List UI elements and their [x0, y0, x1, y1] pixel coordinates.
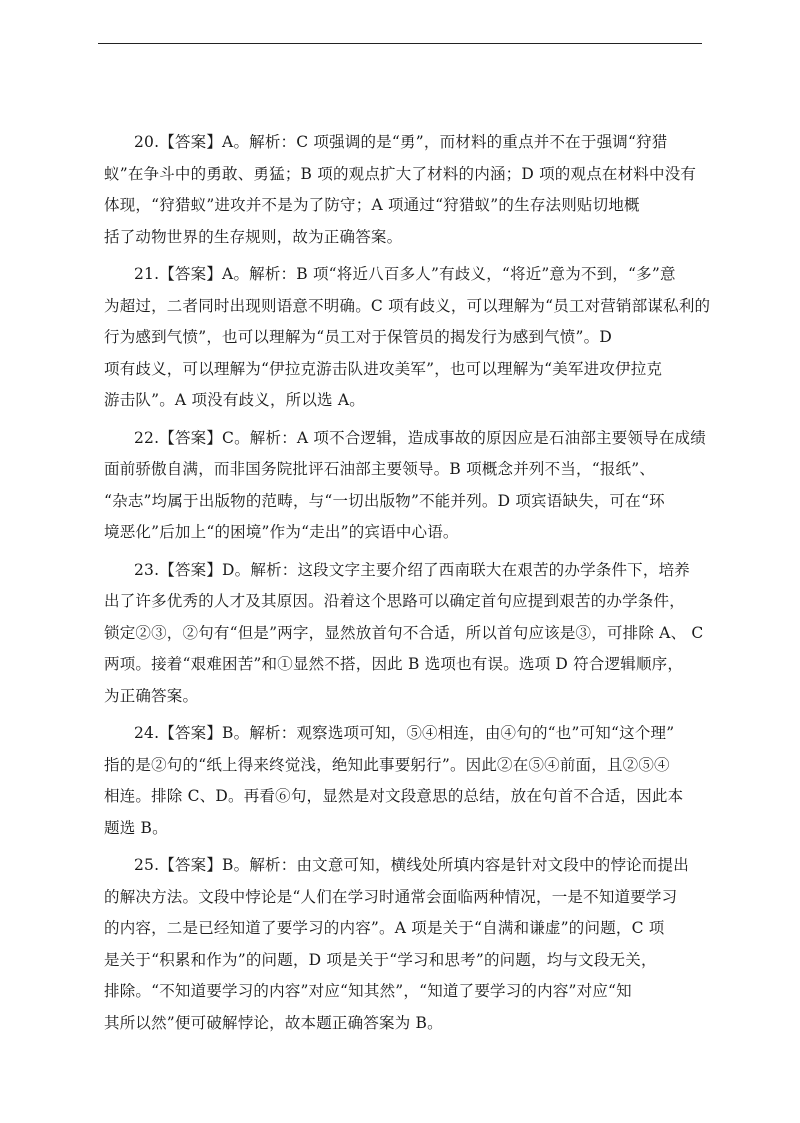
text-line: 括了动物世界的生存规则，故为正确答案。 [104, 227, 403, 246]
text-line: 是关于“积累和作为”的问题，D 项是关于“学习和思考”的问题，均与文段无关， [104, 950, 657, 969]
answer-item-21 [104, 259, 711, 417]
text-line: 行为感到气愤”，也可以理解为“员工对于保管员的揭发行为感到气愤”。D [104, 328, 613, 346]
text-line: 排除。“不知道要学习的内容”对应“知其然”，“知道了要学习的内容”对应“知 [104, 982, 632, 1000]
text-line: 两项。接着“艰难困苦”和①显然不搭，因此 B 选项也有误。选项 D 符合逻辑顺序， [104, 655, 684, 673]
text-line: 为正确答案。 [104, 686, 199, 705]
text-line: 21.【答案】A。解析：B 项“将近八百多人”有歧义，“将近”意为不到，“多”意 [134, 265, 676, 283]
text-line: “杂志”均属于出版物的范畴，与“一切出版物”不能并列。D 项宾语缺失，可在“环 [104, 491, 665, 510]
answer-item-22 [104, 423, 706, 549]
text-line: 的解决方法。文段中悖论是“人们在学习时通常会面临两种情况，一是不知道要学习 [104, 887, 678, 906]
text-line: 蚁”在争斗中的勇敢、勇猛；B 项的观点扩大了材料的内涵；D 项的观点在材料中没有 [104, 164, 697, 183]
answer-explanations [104, 127, 711, 1045]
text-line: 的内容，二是已经知道了要学习的内容”。A 项是关于“自满和谦虚”的问题，C 项 [104, 919, 665, 937]
answer-item-24 [104, 718, 700, 844]
text-line: 指的是②句的“纸上得来终觉浅，绝知此事要躬行”。因此②在⑤④前面，且②⑤④ [104, 755, 670, 774]
answer-item-25 [104, 850, 700, 1039]
text-line: 20.【答案】A。解析：C 项强调的是“勇”，而材料的重点并不在于强调“狩猎 [134, 133, 668, 151]
text-line: 其所以然”便可破解悖论，故本题正确答案为 B。 [104, 1013, 443, 1032]
answer-item-23 [104, 555, 704, 713]
text-line: 25.【答案】B。解析：由文意可知，横线处所填内容是针对文段中的悖论而提出 [134, 856, 689, 874]
text-line: 游击队”。A 项没有歧义，所以选 A。 [104, 391, 365, 409]
answer-item-20 [104, 127, 700, 253]
text-line: 22.【答案】C。解析：A 项不合逻辑，造成事故的原因应是石油部主要领导在成绩 [134, 428, 706, 447]
text-line: 面前骄傲自满，而非国务院批评石油部主要领导。B 项概念并列不当，“报纸”、 [104, 460, 656, 478]
text-line: 项有歧义，可以理解为“伊拉克游击队进攻美军”，也可以理解为“美军进攻伊拉克 [104, 359, 663, 378]
text-line: 出了许多优秀的人才及其原因。沿着这个思路可以确定首句应提到艰苦的办学条件， [104, 592, 685, 610]
text-line: 23.【答案】D。解析：这段文字主要介绍了西南联大在艰苦的办学条件下，培养 [134, 560, 690, 579]
header-rule [98, 43, 702, 44]
text-line: 24.【答案】B。解析：观察选项可知，⑤④相连，由④句的“也”可知“这个理” [134, 724, 675, 742]
text-line: 锁定②③，②句有“但是”两字，显然放首句不合适，所以首句应该是③，可排除 A、 C [104, 623, 704, 642]
text-line: 为超过，二者同时出现则语意不明确。C 项有歧义，可以理解为“员工对营销部谋私利的 [104, 296, 711, 315]
text-line: 题选 B。 [104, 818, 168, 837]
text-line: 境恶化”后加上“的困境”作为“走出”的宾语中心语。 [104, 523, 459, 541]
text-line: 相连。排除 C、D。再看⑥句，显然是对文段意思的总结，放在句首不合适，因此本 [104, 787, 684, 805]
text-line: 体现，“狩猎蚁”进攻并不是为了防守；A 项通过“狩猎蚁”的生存法则贴切地概 [104, 196, 640, 214]
